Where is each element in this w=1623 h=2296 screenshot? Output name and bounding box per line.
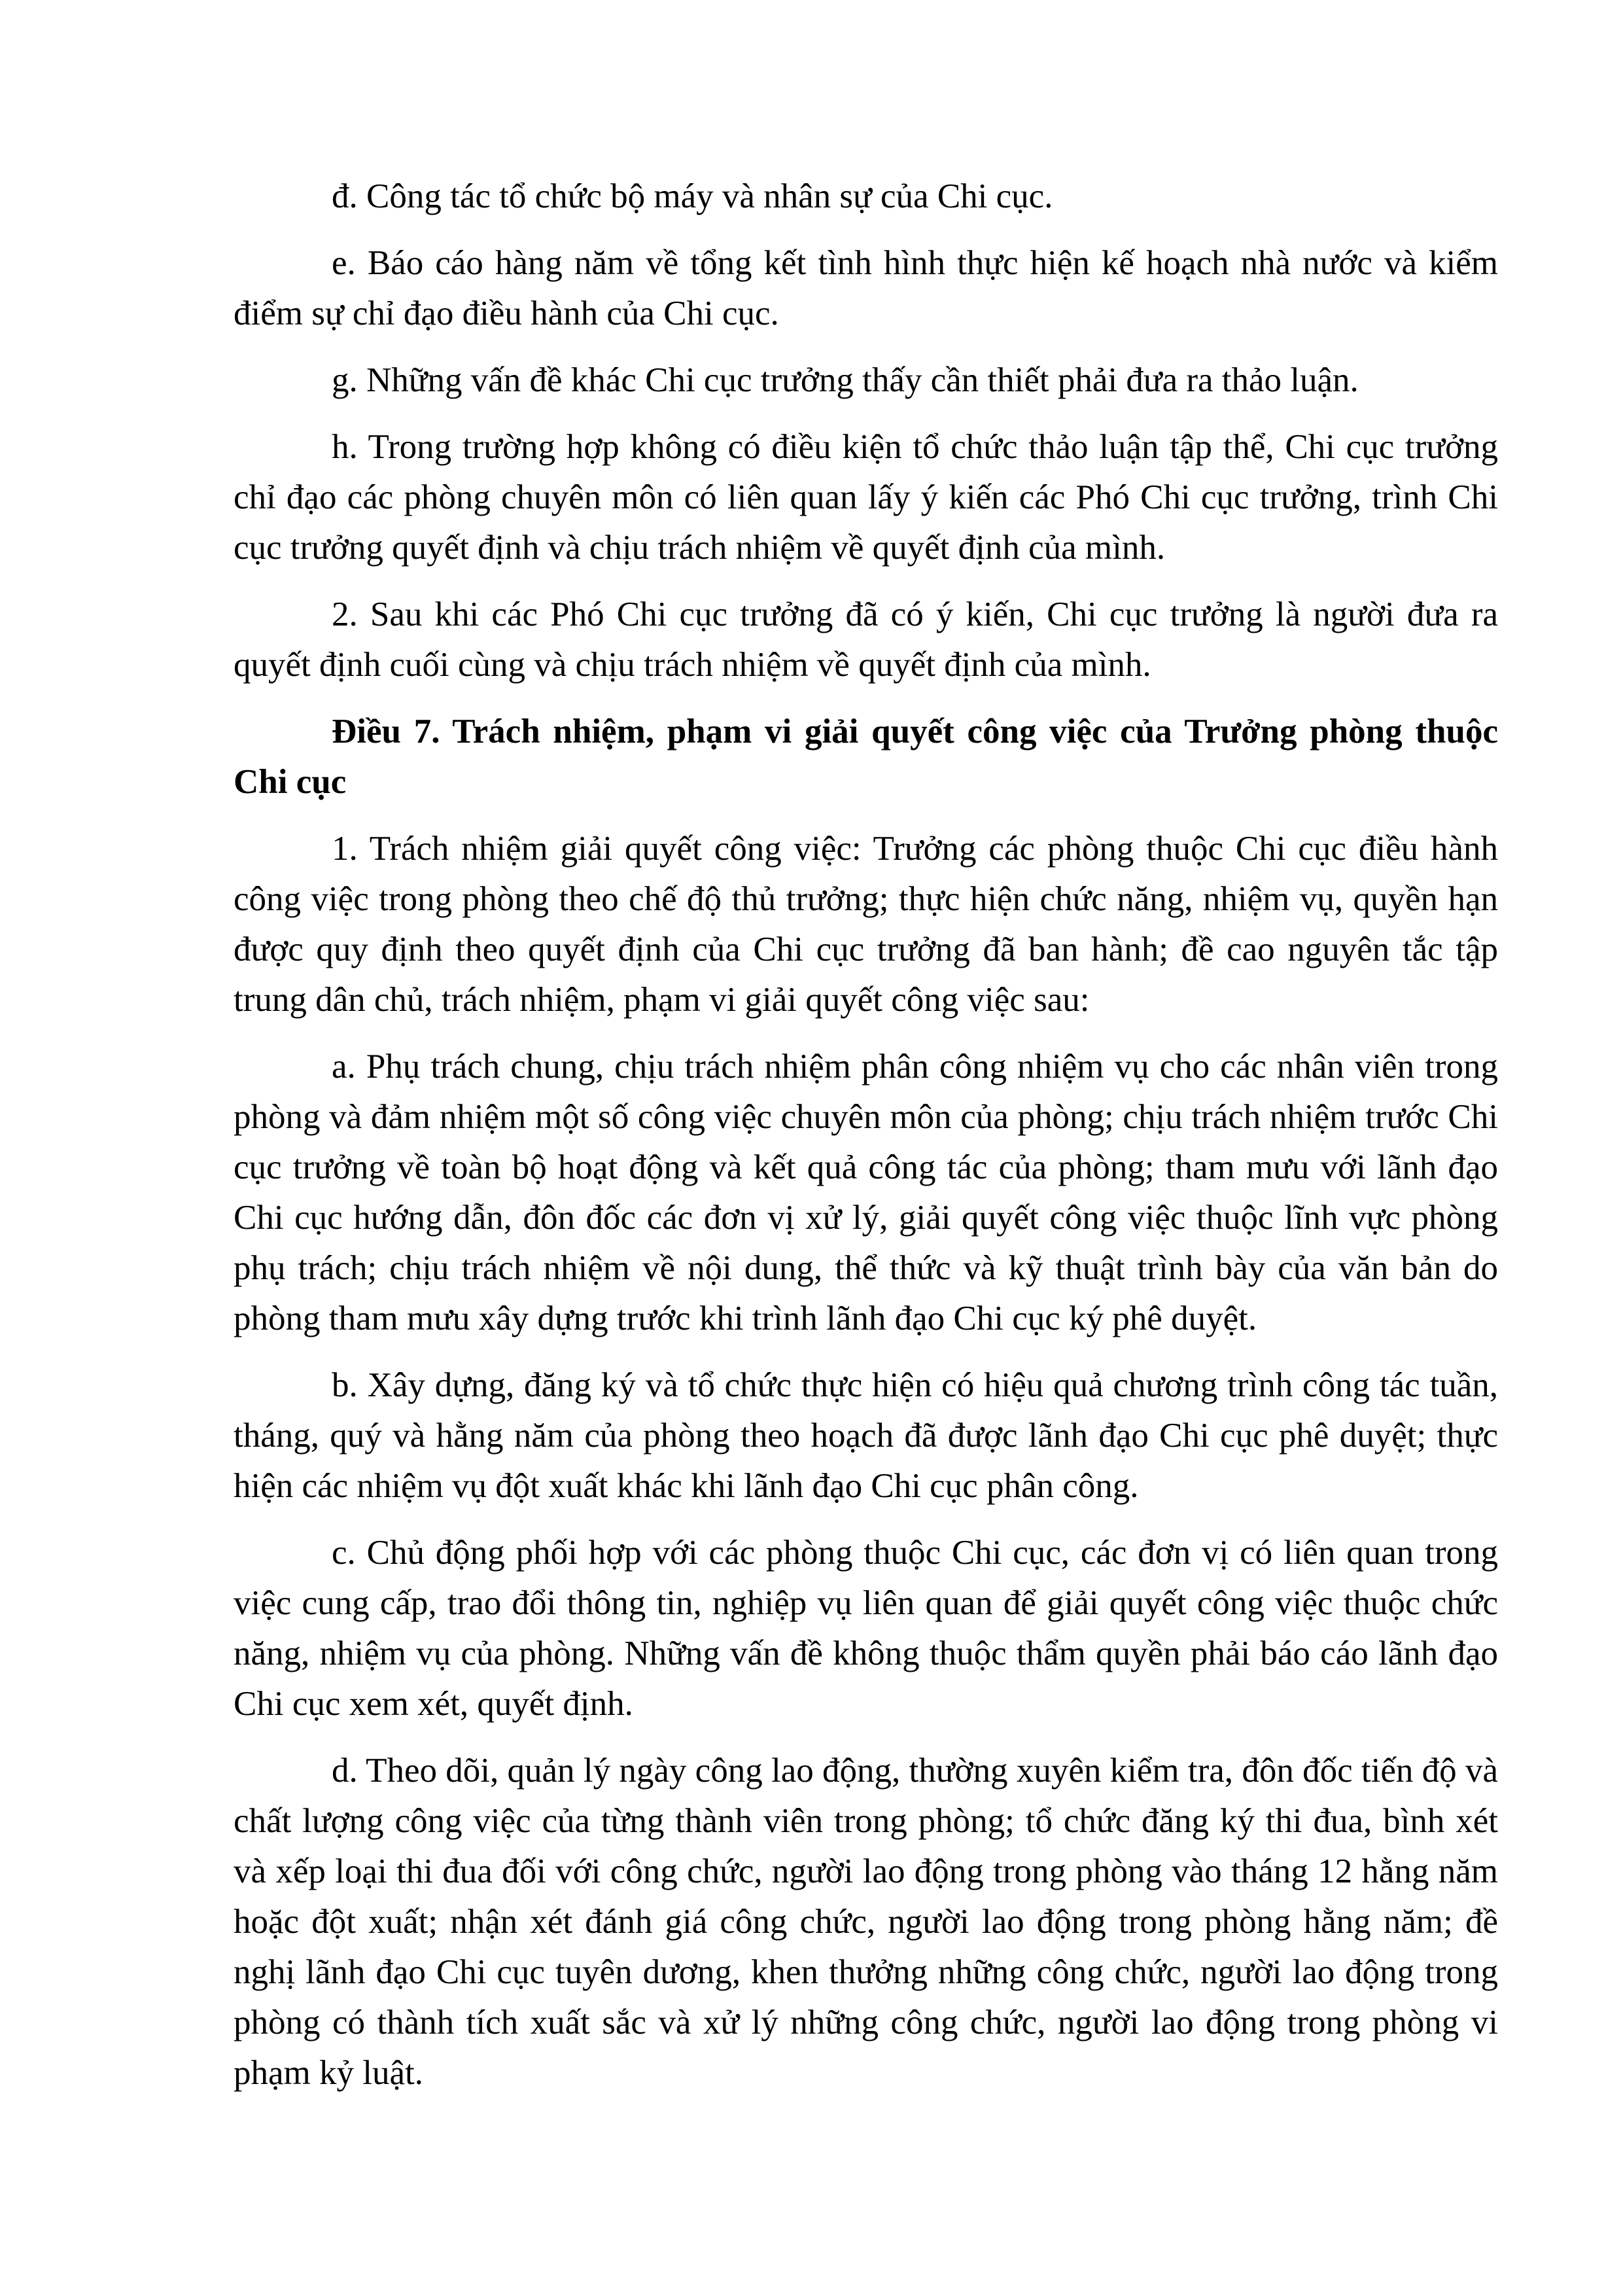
clause-g: g. Những vấn đề khác Chi cục trưởng thấy cần thiết phải đưa ra thảo luận. [332, 361, 1359, 399]
clause-b: b. Xây dựng, đăng ký và tổ chức thực hiện có hiệu quả chương trình công tác tuần, tháng, quý và hằng năm của phòng theo hoạch đã được lãnh đạo Chi cục phê duyệt; thực hiện các nhiệm vụ đột xuất khác khi lãnh đạo Chi cục phân công. [234, 1366, 1498, 1505]
point-1: 1. Trách nhiệm giải quyết công việc: Trưởng các phòng thuộc Chi cục điều hành công việc trong phòng theo chế độ thủ trưởng; thực hiện chức năng, nhiệm vụ, quyền hạn được quy định theo quyết định của Chi cục trưởng đã ban hành; đề cao nguyên tắc tập trung dân chủ, trách nhiệm, phạm vi giải quyết công việc sau: [234, 830, 1498, 1019]
clause-dd: đ. Công tác tổ chức bộ máy và nhân sự của Chi cục. [332, 177, 1053, 215]
clause-d: d. Theo dõi, quản lý ngày công lao động, thường xuyên kiểm tra, đôn đốc tiến độ và chất lượng công việc của từng thành viên trong phòng; tổ chức đăng ký thi đua, bình xét và xếp loại thi đua đối với công chức, người lao động trong phòng vào tháng 12 hằng năm hoặc đột xuất; nhận xét đánh giá công chức, người lao động trong phòng hằng năm; đề nghị lãnh đạo Chi cục tuyên dương, khen thưởng những công chức, người lao động trong phòng có thành tích xuất sắc và xử lý những công chức, người lao động trong phòng vi phạm kỷ luật. [234, 1752, 1498, 2092]
document-body [234, 171, 1498, 2115]
heading-article-7: Điều 7. Trách nhiệm, phạm vi giải quyết công việc của Trưởng phòng thuộc Chi cục [234, 713, 1498, 801]
clause-h: h. Trong trường hợp không có điều kiện tổ chức thảo luận tập thể, Chi cục trưởng chỉ đạo các phòng chuyên môn có liên quan lấy ý kiến các Phó Chi cục trưởng, trình Chi cục trưởng quyết định và chịu trách nhiệm về quyết định của mình. [234, 428, 1498, 567]
point-2: 2. Sau khi các Phó Chi cục trưởng đã có ý kiến, Chi cục trưởng là người đưa ra quyết định cuối cùng và chịu trách nhiệm về quyết định của mình. [234, 595, 1498, 684]
clause-a: a. Phụ trách chung, chịu trách nhiệm phân công nhiệm vụ cho các nhân viên trong phòng và đảm nhiệm một số công việc chuyên môn của phòng; chịu trách nhiệm trước Chi cục trưởng về toàn bộ hoạt động và kết quả công tác của phòng; tham mưu với lãnh đạo Chi cục hướng dẫn, đôn đốc các đơn vị xử lý, giải quyết công việc thuộc lĩnh vực phòng phụ trách; chịu trách nhiệm về nội dung, thể thức và kỹ thuật trình bày của văn bản do phòng tham mưu xây dựng trước khi trình lãnh đạo Chi cục ký phê duyệt. [234, 1048, 1498, 1337]
clause-c: c. Chủ động phối hợp với các phòng thuộc Chi cục, các đơn vị có liên quan trong việc cung cấp, trao đổi thông tin, nghiệp vụ liên quan để giải quyết công việc thuộc chức năng, nhiệm vụ của phòng. Những vấn đề không thuộc thẩm quyền phải báo cáo lãnh đạo Chi cục xem xét, quyết định. [234, 1534, 1498, 1723]
clause-e: e. Báo cáo hàng năm về tổng kết tình hình thực hiện kế hoạch nhà nước và kiểm điểm sự chỉ đạo điều hành của Chi cục. [234, 244, 1498, 332]
